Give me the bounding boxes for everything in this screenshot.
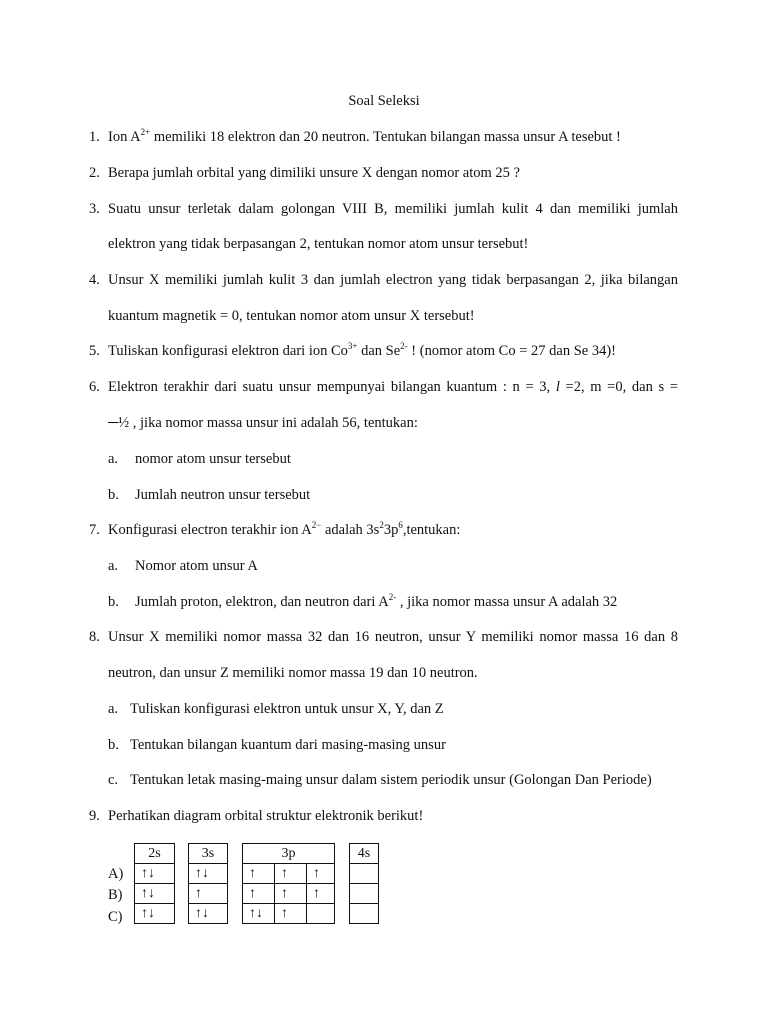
header-3p: 3p [243,844,335,864]
orbital-table-3s [188,843,228,924]
row-label-b: B) [108,887,123,903]
cell-b-2s: ↑↓ [135,884,175,904]
cell-b-3p-3: ↑ [307,884,335,904]
cell-b-3s: ↑ [189,884,228,904]
page-title: Soal Seleksi [348,93,420,109]
orbital-table-3p [242,843,335,924]
cell-a-3p-2: ↑ [275,864,307,884]
header-4s: 4s [350,844,379,864]
cell-c-3p-2: ↑ [275,904,307,924]
row-label-c: C) [108,909,123,925]
cell-a-3s: ↑↓ [189,864,228,884]
cell-b-3p-1: ↑ [243,884,275,904]
cell-c-2s: ↑↓ [135,904,175,924]
cell-c-3p-3 [307,904,335,924]
cell-b-3p-2: ↑ [275,884,307,904]
cell-c-4s [350,904,379,924]
orbital-table-2s [134,843,175,924]
cell-a-3p-3: ↑ [307,864,335,884]
cell-a-2s: ↑↓ [135,864,175,884]
cell-c-3p-1: ↑↓ [243,904,275,924]
orbital-table-4s [349,843,379,924]
cell-a-3p-1: ↑ [243,864,275,884]
row-label-a: A) [108,866,124,882]
header-3s: 3s [189,844,228,864]
cell-b-4s [350,884,379,904]
cell-a-4s [350,864,379,884]
header-2s: 2s [135,844,175,864]
cell-c-3s: ↑↓ [189,904,228,924]
